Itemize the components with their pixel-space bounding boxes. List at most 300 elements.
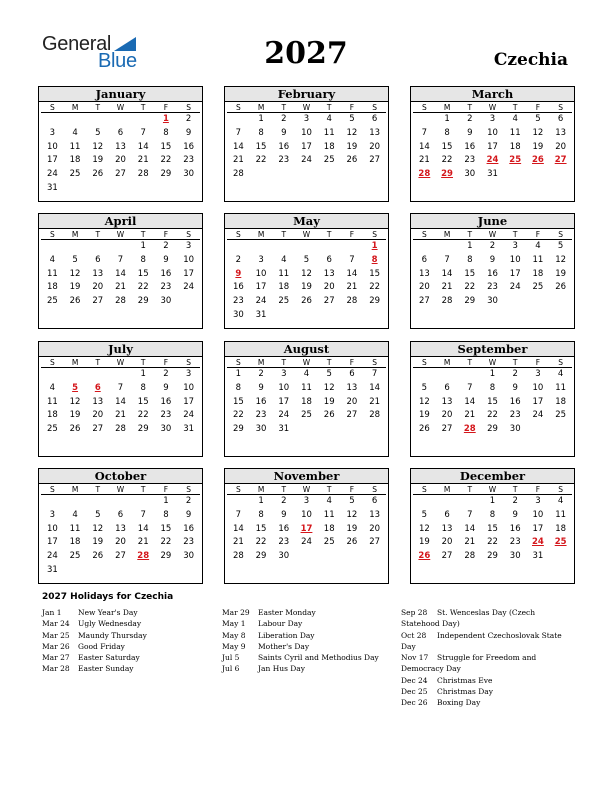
day-cell: 25 [301,410,312,421]
holiday-day-cell: 24 [486,155,499,166]
empty-day-cell [227,495,250,509]
day-cell: 25 [323,155,335,166]
month-september [410,341,575,457]
day-cell: 24 [255,296,267,307]
day-cell: 26 [301,296,312,307]
holiday-item [42,641,212,652]
day-cell: 28 [232,551,244,562]
day-cell: 5 [535,114,541,124]
day-cell: 13 [115,141,126,152]
day-cell: 15 [255,141,267,152]
day-cell: 9 [281,509,287,520]
day-cell: 3 [512,241,518,251]
empty-day-cell [250,240,273,254]
day-cell: 11 [532,254,544,265]
day-cell: 20 [369,523,381,534]
month-january [38,86,203,202]
day-cell: 19 [418,410,430,421]
day-cell: 20 [555,141,567,152]
day-cell: 22 [441,155,453,166]
day-cell: 15 [160,141,172,152]
day-cell: 19 [555,268,567,279]
day-cell: 3 [303,496,310,506]
empty-day-cell [41,240,64,254]
holiday-column [401,607,573,709]
month-name: July [39,342,202,357]
day-cell: 3 [535,369,541,379]
weekday-label: T [132,102,155,113]
day-cell: 5 [303,254,310,265]
day-cell: 24 [46,551,58,562]
day-cell: 9 [185,509,192,520]
empty-day-cell [86,495,109,509]
holiday-name: Easter Monday [258,608,316,617]
day-cell: 1 [258,114,264,124]
day-cell: 23 [183,537,195,548]
day-cell: 30 [255,424,267,435]
empty-day-cell [227,240,250,254]
day-cell: 7 [467,382,473,393]
holiday-item [222,630,392,641]
day-cell: 20 [346,396,358,407]
holiday-date: Oct 28 [401,630,427,640]
day-cell: 29 [255,551,267,562]
day-cell: 28 [441,296,453,307]
weekday-label: M [436,484,459,495]
weekday-label: F [341,357,364,368]
day-cell: 15 [137,268,149,279]
day-cell: 19 [92,155,104,166]
day-cell: 23 [509,537,521,548]
day-cell: 28 [115,424,126,435]
day-cell: 30 [278,551,290,562]
day-cell: 8 [235,382,242,393]
holiday-item [401,630,573,653]
weekday-label: M [64,102,87,113]
day-cell: 20 [369,141,381,152]
day-cell: 21 [418,155,430,166]
day-cell: 19 [69,282,81,293]
day-cell: 30 [509,424,521,435]
day-cell: 3 [303,114,310,124]
day-cell: 28 [346,296,358,307]
day-cell: 17 [255,282,267,293]
day-cell: 5 [421,509,428,520]
month-july [38,341,203,457]
day-cell: 19 [346,523,358,534]
weekday-label: T [132,357,155,368]
holiday-name: Christmas Eve [437,675,493,685]
weekday-label: W [109,357,132,368]
day-cell: 26 [69,424,81,435]
day-cell: 8 [163,127,169,138]
day-cell: 8 [489,382,496,393]
day-cell: 20 [418,282,430,293]
day-cell: 13 [92,268,104,279]
day-cell: 15 [255,523,267,534]
day-cell: 20 [92,282,104,293]
day-cell: 15 [441,141,453,152]
holiday-name: Maundy Thursday [78,630,147,640]
day-cell: 13 [441,396,453,407]
day-cell: 22 [487,410,498,421]
day-cell: 16 [232,282,244,293]
day-cell: 14 [418,141,430,152]
day-cell: 17 [183,396,195,407]
day-cell: 7 [467,509,473,520]
day-cell: 18 [509,141,521,152]
day-cell: 29 [137,424,149,435]
day-cell: 18 [555,523,567,534]
day-cell: 26 [346,537,358,548]
weekday-label: F [341,102,364,113]
holiday-item [401,675,573,686]
holiday-date: Mar 28 [42,664,70,674]
day-cell: 15 [232,396,244,407]
day-cell: 6 [421,254,428,265]
day-cell: 30 [464,169,476,180]
day-cell: 17 [46,537,58,548]
holiday-item [401,686,573,697]
weekday-label: W [295,357,318,368]
day-cell: 3 [185,369,192,379]
day-cell: 27 [323,296,335,307]
day-cell: 8 [140,254,146,265]
day-cell: 23 [278,537,290,548]
weekday-label: S [413,229,436,240]
holiday-name: Ugly Wednesday [78,619,142,629]
empty-day-cell [109,368,132,382]
logo-word-general: General [42,33,112,55]
weekday-label: M [250,357,273,368]
day-cell: 14 [115,268,126,279]
day-cell: 18 [323,523,335,534]
empty-day-cell [318,240,341,254]
day-cell: 12 [532,127,544,138]
day-cell: 25 [46,296,58,307]
day-cell: 9 [512,382,518,393]
day-cell: 4 [303,369,310,379]
month-october [38,468,203,584]
day-cell: 9 [467,127,473,138]
weekday-label: T [86,484,109,495]
day-cell: 21 [232,155,244,166]
weekday-label: S [363,484,386,495]
weekday-label: T [132,484,155,495]
day-cell: 4 [281,254,287,265]
day-cell: 28 [137,169,149,180]
holiday-item [222,618,392,629]
holiday-item [401,652,573,675]
day-cell: 11 [278,268,290,279]
day-cell: 9 [512,509,518,520]
holiday-day-cell: 28 [418,169,431,180]
day-cell: 12 [92,141,104,152]
empty-day-cell [132,495,155,509]
day-cell: 7 [140,127,146,138]
day-cell: 7 [235,127,242,138]
holiday-name: Struggle for Freedom and Democracy Day [401,653,537,674]
weekday-label: S [549,102,572,113]
day-cell: 1 [444,114,450,124]
day-cell: 18 [532,268,544,279]
weekday-label: S [413,102,436,113]
day-cell: 31 [46,564,58,575]
day-cell: 31 [278,424,290,435]
day-cell: 30 [183,169,195,180]
holidays-title: 2027 Holidays for Czechia [42,592,174,602]
day-cell: 10 [487,127,498,138]
day-cell: 4 [72,127,78,138]
day-cell: 23 [160,282,172,293]
day-cell: 11 [46,396,58,407]
day-cell: 5 [95,127,101,138]
day-cell: 6 [371,114,378,124]
weekday-label: M [64,357,87,368]
day-cell: 26 [92,551,104,562]
weekday-label: T [318,229,341,240]
day-cell: 22 [487,537,498,548]
day-cell: 29 [487,551,498,562]
empty-day-cell [458,368,481,382]
day-cell: 5 [421,382,428,393]
weekday-label: W [109,229,132,240]
day-cell: 5 [95,509,101,520]
day-cell: 29 [137,296,149,307]
holiday-day-cell: 28 [463,424,476,435]
weekday-label: S [549,357,572,368]
day-cell: 6 [444,382,450,393]
day-cell: 22 [137,410,149,421]
day-cell: 18 [69,537,81,548]
day-cell: 27 [92,296,104,307]
day-cell: 14 [232,523,244,534]
empty-day-cell [86,113,109,127]
holiday-date: Mar 27 [42,653,70,663]
day-cell: 15 [137,396,149,407]
holiday-item [42,663,212,674]
day-cell: 6 [95,254,101,265]
day-cell: 22 [369,282,381,293]
weekday-label: M [250,229,273,240]
day-cell: 5 [72,254,78,265]
day-cell: 27 [369,537,381,548]
empty-day-cell [413,368,436,382]
day-cell: 11 [323,127,335,138]
day-cell: 10 [46,141,58,152]
day-cell: 11 [69,141,81,152]
day-cell: 3 [49,127,56,138]
day-cell: 12 [92,523,104,534]
weekday-label: T [458,229,481,240]
day-cell: 2 [235,254,242,265]
holiday-day-cell: 6 [94,382,101,393]
day-cell: 22 [464,282,476,293]
day-cell: 20 [115,537,126,548]
day-cell: 6 [349,369,355,379]
month-grid [411,357,574,437]
weekday-label: S [41,357,64,368]
day-cell: 5 [326,369,332,379]
day-cell: 12 [346,509,358,520]
day-cell: 9 [185,127,192,138]
month-grid [225,357,388,437]
day-cell: 24 [532,410,544,421]
day-cell: 3 [258,254,264,265]
day-cell: 21 [115,410,126,421]
holiday-name: Saints Cyril and Methodius Day [258,653,379,663]
day-cell: 11 [555,509,567,520]
weekday-label: S [177,229,200,240]
day-cell: 13 [323,268,335,279]
day-cell: 22 [255,155,267,166]
holiday-date: Mar 29 [222,608,250,617]
holiday-item [42,607,212,618]
day-cell: 13 [369,127,381,138]
empty-day-cell [341,240,364,254]
day-cell: 23 [160,410,172,421]
day-cell: 7 [349,254,355,265]
day-cell: 13 [418,268,430,279]
weekday-label: T [458,484,481,495]
day-cell: 7 [117,254,124,265]
day-cell: 6 [444,509,450,520]
weekday-label: T [458,357,481,368]
day-cell: 17 [532,396,544,407]
empty-day-cell [86,368,109,382]
holiday-item [401,697,573,708]
weekday-label: T [318,357,341,368]
day-cell: 10 [301,127,312,138]
empty-day-cell [227,113,250,127]
day-cell: 7 [140,509,146,520]
day-cell: 30 [183,551,195,562]
day-cell: 17 [46,155,58,166]
day-cell: 18 [323,141,335,152]
day-cell: 16 [278,141,290,152]
weekday-label: S [177,357,200,368]
day-cell: 13 [555,127,567,138]
day-cell: 7 [371,369,378,379]
empty-day-cell [109,495,132,509]
day-cell: 3 [185,241,192,251]
empty-day-cell [64,240,87,254]
holiday-item [222,641,392,652]
day-cell: 14 [137,523,149,534]
day-cell: 12 [418,523,430,534]
day-cell: 22 [137,282,149,293]
month-grid [39,102,202,196]
month-june [410,213,575,329]
day-cell: 16 [509,523,521,534]
day-cell: 16 [464,141,476,152]
weekday-label: S [177,102,200,113]
day-cell: 14 [115,396,126,407]
day-cell: 13 [346,382,358,393]
day-cell: 18 [301,396,312,407]
weekday-label: S [363,357,386,368]
day-cell: 23 [278,155,290,166]
holiday-item [222,607,392,618]
weekday-label: S [413,357,436,368]
holiday-day-cell: 27 [554,155,567,166]
holiday-name: Labour Day [258,619,303,629]
day-cell: 19 [69,410,81,421]
day-cell: 15 [487,523,498,534]
day-cell: 27 [115,551,126,562]
day-cell: 6 [371,496,378,506]
day-cell: 11 [509,127,521,138]
day-cell: 29 [487,424,498,435]
day-cell: 15 [464,268,476,279]
empty-day-cell [132,113,155,127]
day-cell: 25 [323,537,335,548]
empty-day-cell [41,368,64,382]
day-cell: 8 [140,382,146,393]
month-april [38,213,203,329]
holiday-day-cell: 26 [418,551,431,562]
holiday-date: Jul 6 [222,664,240,674]
weekday-label: T [318,484,341,495]
empty-day-cell [413,240,436,254]
weekday-label: W [295,229,318,240]
holiday-name: New Year's Day [78,608,138,617]
day-cell: 8 [467,254,473,265]
holiday-name: Good Friday [78,641,125,651]
holiday-name: Easter Sunday [78,664,134,674]
day-cell: 21 [464,537,476,548]
day-cell: 24 [183,282,195,293]
weekday-label: T [86,102,109,113]
holiday-name: St. Wenceslas Day (Czech Statehood Day) [401,608,536,629]
day-cell: 4 [535,241,541,251]
day-cell: 1 [258,496,264,506]
weekday-label: S [227,484,250,495]
holiday-date: Sep 28 [401,608,428,617]
day-cell: 7 [421,127,428,138]
day-cell: 15 [369,268,381,279]
empty-day-cell [86,240,109,254]
month-name: March [411,87,574,102]
logo-word-blue: Blue [98,50,137,72]
day-cell: 19 [301,282,312,293]
holiday-name: Mother's Day [258,641,310,651]
weekday-label: T [86,357,109,368]
weekday-label: F [155,229,178,240]
holiday-name: Liberation Day [258,630,315,640]
day-cell: 30 [487,296,498,307]
weekday-label: F [341,484,364,495]
month-grid [39,484,202,578]
holiday-date: Dec 24 [401,675,428,685]
day-cell: 10 [532,382,544,393]
holiday-date: Mar 24 [42,619,70,629]
day-cell: 13 [115,523,126,534]
day-cell: 18 [69,155,81,166]
day-cell: 2 [512,496,518,506]
day-cell: 31 [487,169,498,180]
holiday-day-cell: 25 [554,537,567,548]
day-cell: 16 [160,268,172,279]
day-cell: 31 [532,551,544,562]
month-name: November [225,469,388,484]
day-cell: 28 [369,410,381,421]
day-cell: 25 [69,551,81,562]
day-cell: 31 [183,424,195,435]
month-grid [39,357,202,437]
day-cell: 21 [346,282,358,293]
weekday-label: F [527,102,550,113]
